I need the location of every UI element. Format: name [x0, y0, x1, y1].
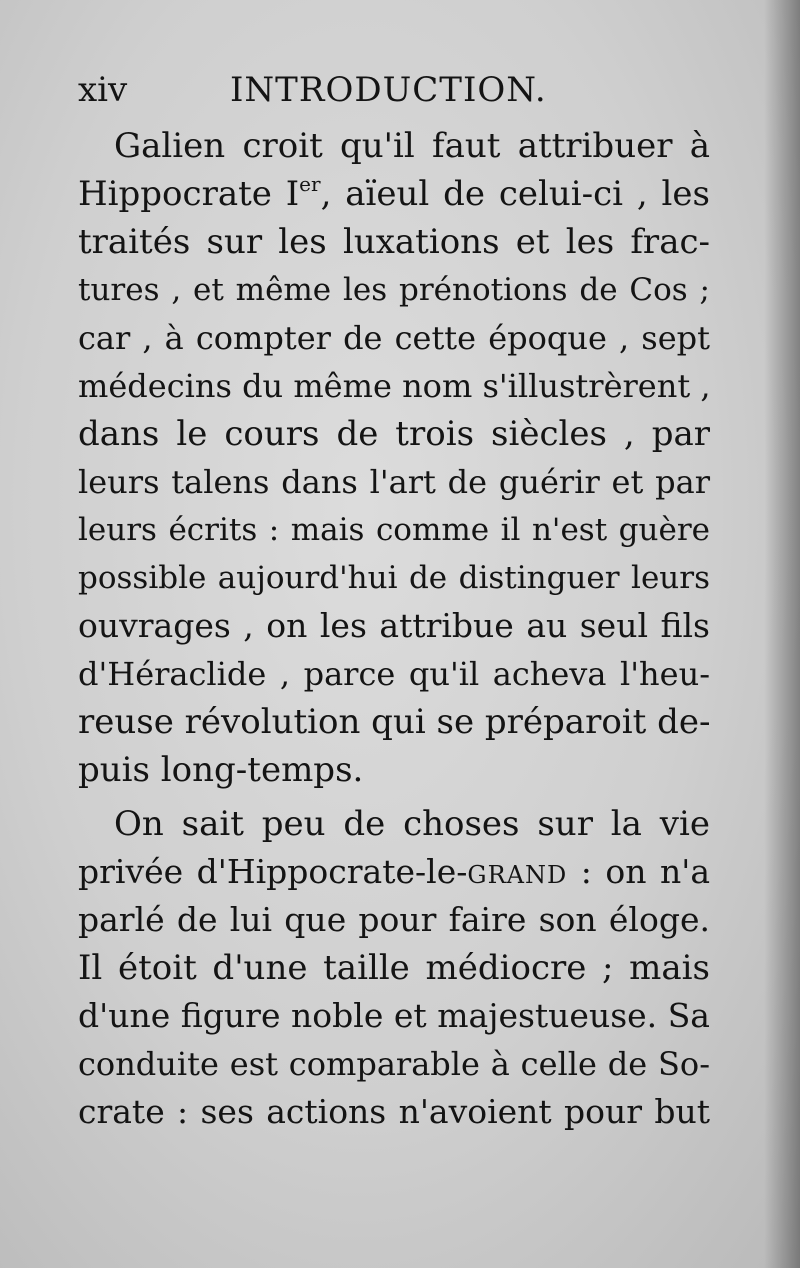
running-title: INTRODUCTION. [230, 70, 547, 110]
text-line: Il étoit d'une taille médiocre ; mais [78, 948, 710, 988]
text-fragment: Hippocrate I [78, 174, 300, 214]
text-line [78, 170, 710, 218]
text-line: d'Héraclide , parce qu'il acheva l'heu- [78, 655, 710, 693]
text-line: leurs talens dans l'art de guérir et par [78, 463, 710, 501]
text-line [78, 848, 710, 896]
text-line: parlé de lui que pour faire son éloge. [78, 900, 710, 939]
text-line: ouvrages , on les attribue au seul fils [78, 606, 710, 645]
running-header [78, 62, 708, 118]
text-line: Galien croit qu'il faut attribuer à [114, 126, 710, 166]
page-edge-shadow [764, 0, 800, 1268]
text-line: médecins du même nom s'illustrèrent , [78, 367, 711, 405]
text-line: conduite est comparable à celle de So- [78, 1045, 710, 1083]
text-fragment: privée d'Hippocrate-le- [78, 852, 468, 891]
small-caps-word: GRAND [467, 861, 568, 889]
text-line: tures , et même les prénotions de Cos ; [78, 272, 710, 308]
text-line: car , à compter de cette époque , sept [78, 319, 710, 357]
text-line: leurs écrits : mais comme il n'est guère [78, 512, 710, 548]
text-line: possible aujourd'hui de distinguer leurs [78, 560, 710, 596]
text-line: puis long-temps. [78, 750, 364, 790]
text-line: d'une figure noble et majestueuse. Sa [78, 996, 710, 1035]
superscript: er [299, 172, 321, 196]
text-line: crate : ses actions n'avoient pour but [78, 1092, 710, 1131]
page-number: xiv [78, 70, 128, 110]
text-line: On sait peu de choses sur la vie [114, 804, 710, 844]
text-line: dans le cours de trois siècles , par [78, 414, 710, 454]
text-line: traités sur les luxations et les frac- [78, 222, 710, 262]
text-line: reuse révolution qui se préparoit de- [78, 702, 711, 742]
text-fragment: : on n'a [567, 852, 710, 891]
text-fragment: , aïeul de celui-ci , les [320, 174, 710, 214]
